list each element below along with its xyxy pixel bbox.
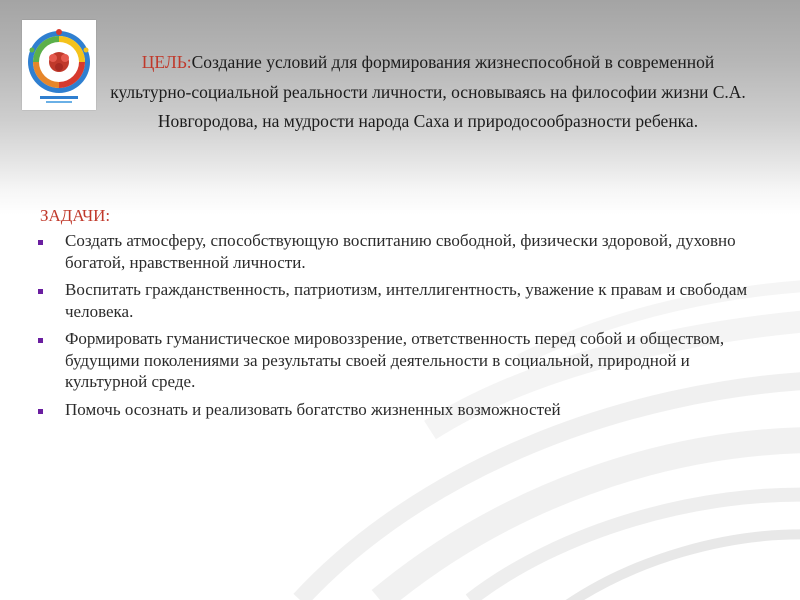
tasks-heading: ЗАДАЧИ: bbox=[40, 206, 111, 225]
task-list bbox=[40, 230, 770, 420]
goal-label: ЦЕЛЬ: bbox=[141, 52, 192, 72]
tasks-section bbox=[40, 205, 770, 426]
bullet-icon bbox=[38, 240, 43, 245]
task-text: Помочь осознать и реализовать богатство жизненных возможностей bbox=[65, 399, 561, 419]
task-text: Формировать гуманистическое мировоззрение, ответственность перед собой и обществом, будущими поколениями за результаты своей деятельности в социальной, природной и культурной среде. bbox=[65, 329, 725, 391]
bullet-icon bbox=[38, 289, 43, 294]
goal-text: Создание условий для формирования жизнеспособной в современной культурно-социальной реальности личности, основываясь на философии жизни С.А. Новгородова, на мудрости народа Саха и природосообразности ребенка. bbox=[110, 52, 746, 131]
task-text: Создать атмосферу, способствующую воспитанию свободной, физически здоровой, духовно богатой, нравственной личности. bbox=[65, 231, 736, 272]
bullet-icon bbox=[38, 338, 43, 343]
task-text: Воспитать гражданственность, патриотизм, интеллигентность, уважение к правам и свободам человека. bbox=[65, 280, 748, 321]
list-item bbox=[40, 279, 770, 322]
bullet-icon bbox=[38, 409, 43, 414]
list-item bbox=[40, 399, 770, 421]
logo bbox=[22, 20, 96, 110]
list-item bbox=[40, 328, 770, 393]
goal-statement bbox=[108, 48, 748, 137]
kindergarten-emblem-icon bbox=[22, 20, 96, 110]
list-item bbox=[40, 230, 770, 273]
